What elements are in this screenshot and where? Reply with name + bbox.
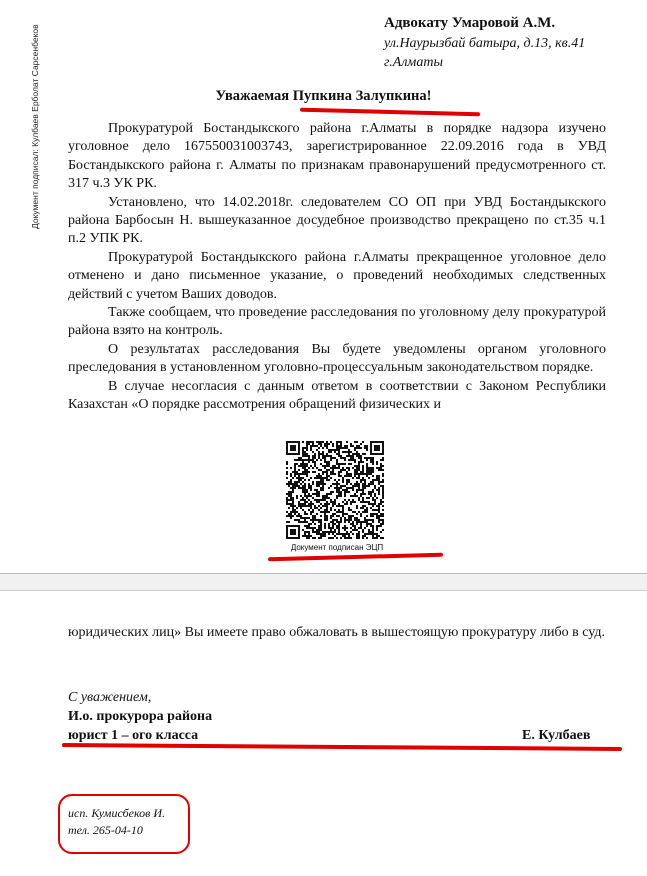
letter-body [68, 120, 606, 415]
signer-rank: юрист 1 – ого класса [68, 728, 199, 743]
greeting: Уважаемая Пупкина Залупкина! [215, 88, 432, 104]
paragraph: В случае несогласия с данным ответом в соответствии с Законом Республики Казахстан «О порядке рассмотрения обращений физических и [68, 378, 606, 413]
recipient-street: ул.Наурызбай батыра, д.13, кв.41 [384, 36, 586, 51]
closing-phrase: С уважением, [68, 690, 152, 705]
signature-underline-mark [62, 743, 622, 751]
recipient-name: Адвокату Умаровой А.М. [384, 15, 556, 31]
paragraph: О результатах расследования Вы будете уведомлены органом уголовного преследования в установленном уголовно-процессуальным законодательством порядке. [68, 341, 606, 376]
recipient-city: г.Алматы [384, 55, 443, 70]
signer-name: Е. Кулбаев [522, 728, 591, 743]
signer-title: И.о. прокурора района [68, 709, 213, 724]
side-signature-stamp: Документ подписал: Кулбаев Ерболат Сарсенбеков [30, 24, 40, 229]
paragraph: Прокуратурой Бостандыкского района г.Алматы в порядке надзора изучено уголовное дело 167550031003743, зарегистрированное 22.09.2016 года в УВД Бостандыкского района г. Алматы по признакам правонарушений предусмотренного ст. 317 ч.3 УК РК. [68, 121, 606, 192]
qr-underline-mark [268, 553, 443, 562]
paragraph: Установлено, что 14.02.2018г. следователем СО ОП при УВД Бостандыкского района Барбосын Н. вышеуказанное досудебное производство прекращено по ст.35 ч.1 п.2 УПК РК. [68, 194, 606, 247]
executor-name: исп. Кумисбеков И. [68, 806, 166, 820]
executor-phone: тел. 265-04-10 [68, 823, 143, 837]
paragraph: Прокуратурой Бостандыкского района г.Алматы прекращенное уголовное дело отменено и дано письменное указание, о проведений необходимых следственных действий с учетом Ваших доводов. [68, 249, 606, 302]
greeting-underline-mark [300, 108, 480, 117]
qr-caption: Документ подписан ЭЦП [290, 543, 384, 552]
letter-page-2 [0, 590, 647, 876]
paragraph: Также сообщаем, что проведение расследования по уголовному делу прокуратурой района взято на контроль. [68, 305, 606, 339]
continuation-text: юридических лиц» Вы имеете право обжаловать в вышестоящую прокуратуру либо в суд. [68, 625, 605, 640]
qr-code-icon [286, 441, 384, 539]
